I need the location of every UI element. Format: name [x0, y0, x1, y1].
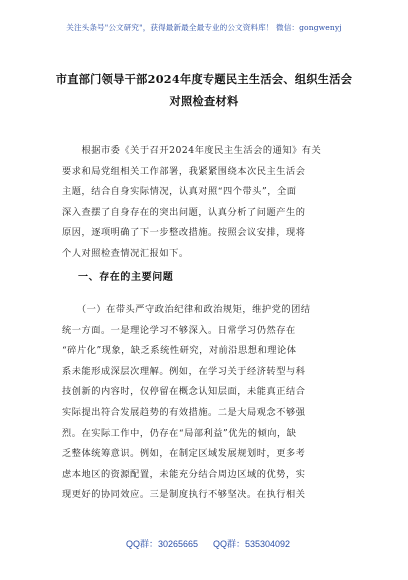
text-line: （一）在带头严守政治纪律和政治规矩，维护党的团结: [62, 304, 311, 315]
footer: [0, 537, 408, 555]
text-line: 深入查摆了自身存在的突出问题，认真分析了问题产生的: [62, 206, 306, 218]
text-line: 个人对照检查情况汇报如下。: [62, 247, 189, 259]
text-line: 要求和局党组相关工作部署，我紧紧围绕本次民主生活会: [62, 165, 306, 177]
text-line: 主题，结合自身实际情况，认真对照“四个带头”，全面: [62, 186, 297, 198]
text-line: 烈。在实际工作中，仍存在“局部利益”优先的倾向，缺: [62, 427, 297, 439]
text-line: 实际提出符合发展趋势的有效措施。二是大局观念不够强: [62, 406, 306, 418]
qq-group-2: QQ群：535304092: [213, 539, 291, 549]
text-line: 原因，逐项明确了下一步整改措施。按照会议安排，现将: [62, 227, 306, 239]
body-paragraph: [62, 300, 352, 506]
intro-paragraph: [62, 141, 352, 265]
text-line: “碎片化”现象，缺乏系统性研究，对前沿思想和理论体: [62, 345, 297, 357]
text-line: 现更好的协同效应。三是制度执行不够坚决。在执行相关: [62, 489, 306, 501]
text-line: 根据市委《关于召开2024年度民主生活会的通知》有关: [62, 145, 322, 156]
document-title-line1: 市直部门领导干部2024年度专题民主生活会、组织生活会: [55, 72, 353, 86]
document-title-line2: 对照检查材料: [169, 94, 239, 108]
text-line: 虑本地区的资源配置，未能充分结合周边区域的优势，实: [62, 468, 306, 480]
section-heading: 一、存在的主要问题: [78, 272, 174, 283]
qq-group-1: QQ群：30265665: [126, 539, 199, 549]
text-line: 统一方面。一是理论学习不够深入。日常学习仍然存在: [62, 324, 296, 336]
header-banner: 关注头条号"公文研究"，获得最新最全最专业的公文资料库！ 微信：gongwenyj: [66, 23, 342, 32]
text-line: 乏整体统筹意识。例如，在制定区域发展规划时，更多考: [62, 448, 306, 460]
text-line: 系未能形成深层次理解。例如，在学习关于经济转型与科: [62, 365, 306, 377]
text-line: 技创新的内容时，仅停留在概念认知层面，未能真正结合: [62, 386, 306, 398]
